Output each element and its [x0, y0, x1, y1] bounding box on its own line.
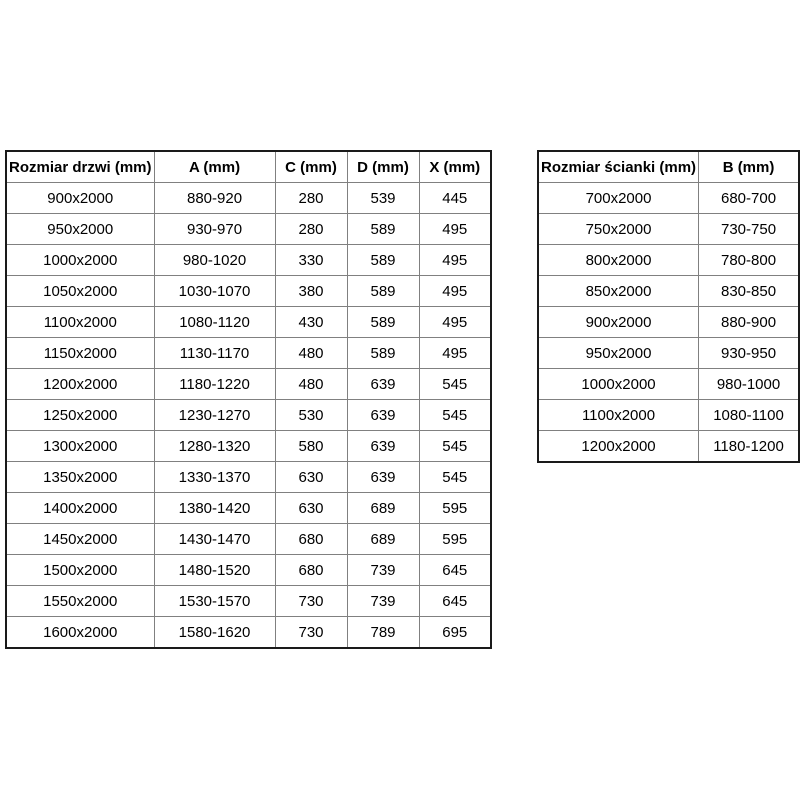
table-cell: 1200x2000: [538, 431, 699, 463]
table-cell: 750x2000: [538, 214, 699, 245]
table-cell: 1450x2000: [6, 524, 154, 555]
table-cell: 539: [347, 183, 419, 214]
table-cell: 700x2000: [538, 183, 699, 214]
table-row: [6, 400, 491, 431]
table-cell: 330: [275, 245, 347, 276]
wall-table-header-row: [538, 151, 799, 183]
table-cell: 930-970: [154, 214, 275, 245]
table-row: [538, 245, 799, 276]
table-cell: 1000x2000: [6, 245, 154, 276]
table-cell: 1280-1320: [154, 431, 275, 462]
table-cell: 595: [419, 493, 491, 524]
table-row: [538, 338, 799, 369]
table-cell: 589: [347, 245, 419, 276]
table-cell: 1150x2000: [6, 338, 154, 369]
table-row: [538, 307, 799, 338]
table-row: [6, 431, 491, 462]
table-cell: 495: [419, 338, 491, 369]
table-row: [6, 555, 491, 586]
table-cell: 1350x2000: [6, 462, 154, 493]
table-cell: 1230-1270: [154, 400, 275, 431]
table-cell: 800x2000: [538, 245, 699, 276]
table-cell: 495: [419, 214, 491, 245]
table-cell: 589: [347, 214, 419, 245]
table-cell: 900x2000: [538, 307, 699, 338]
table-cell: 639: [347, 462, 419, 493]
table-cell: 1130-1170: [154, 338, 275, 369]
table-cell: 930-950: [699, 338, 799, 369]
table-cell: 730: [275, 586, 347, 617]
table-cell: 1050x2000: [6, 276, 154, 307]
table-cell: 630: [275, 493, 347, 524]
table-cell: 1180-1200: [699, 431, 799, 463]
table-cell: 1430-1470: [154, 524, 275, 555]
door-size-table: [5, 150, 492, 649]
table-cell: 789: [347, 617, 419, 649]
table-cell: 1250x2000: [6, 400, 154, 431]
table-row: [6, 617, 491, 649]
table-cell: 680: [275, 555, 347, 586]
table-cell: 695: [419, 617, 491, 649]
table-cell: 639: [347, 400, 419, 431]
table-cell: 380: [275, 276, 347, 307]
table-cell: 739: [347, 555, 419, 586]
table-cell: 1080-1100: [699, 400, 799, 431]
table-cell: 639: [347, 431, 419, 462]
table-cell: 1000x2000: [538, 369, 699, 400]
table-row: [538, 431, 799, 463]
table-cell: 689: [347, 493, 419, 524]
table-cell: 1100x2000: [6, 307, 154, 338]
table-cell: 950x2000: [6, 214, 154, 245]
wall-size-table: [537, 150, 800, 463]
table-cell: 739: [347, 586, 419, 617]
door-table-header-row: [6, 151, 491, 183]
table-cell: 580: [275, 431, 347, 462]
table-cell: 530: [275, 400, 347, 431]
table-row: [6, 586, 491, 617]
table-cell: 1380-1420: [154, 493, 275, 524]
table-cell: 680-700: [699, 183, 799, 214]
table-row: [6, 462, 491, 493]
table-cell: 589: [347, 276, 419, 307]
table-cell: 1300x2000: [6, 431, 154, 462]
table-cell: 950x2000: [538, 338, 699, 369]
table-cell: 880-900: [699, 307, 799, 338]
table-cell: 495: [419, 245, 491, 276]
table-cell: 1330-1370: [154, 462, 275, 493]
table-cell: 545: [419, 369, 491, 400]
table-row: [6, 493, 491, 524]
table-row: [6, 183, 491, 214]
table-cell: 495: [419, 276, 491, 307]
table-cell: 850x2000: [538, 276, 699, 307]
table-cell: 980-1000: [699, 369, 799, 400]
table-cell: 1480-1520: [154, 555, 275, 586]
table-cell: 1180-1220: [154, 369, 275, 400]
table-row: [6, 276, 491, 307]
column-header: A (mm): [154, 151, 275, 183]
table-cell: 980-1020: [154, 245, 275, 276]
table-cell: 730: [275, 617, 347, 649]
table-cell: 830-850: [699, 276, 799, 307]
table-row: [6, 214, 491, 245]
table-cell: 1580-1620: [154, 617, 275, 649]
table-cell: 1600x2000: [6, 617, 154, 649]
table-cell: 595: [419, 524, 491, 555]
column-header: C (mm): [275, 151, 347, 183]
table-cell: 630: [275, 462, 347, 493]
table-row: [538, 276, 799, 307]
table-cell: 1400x2000: [6, 493, 154, 524]
table-cell: 880-920: [154, 183, 275, 214]
table-cell: 545: [419, 400, 491, 431]
table-cell: 680: [275, 524, 347, 555]
table-cell: 545: [419, 462, 491, 493]
table-cell: 1530-1570: [154, 586, 275, 617]
table-cell: 689: [347, 524, 419, 555]
table-cell: 480: [275, 338, 347, 369]
table-cell: 730-750: [699, 214, 799, 245]
table-cell: 589: [347, 307, 419, 338]
column-header: X (mm): [419, 151, 491, 183]
table-cell: 639: [347, 369, 419, 400]
table-cell: 280: [275, 183, 347, 214]
table-row: [6, 245, 491, 276]
table-cell: 445: [419, 183, 491, 214]
table-cell: 1200x2000: [6, 369, 154, 400]
table-row: [538, 400, 799, 431]
table-cell: 589: [347, 338, 419, 369]
column-header: D (mm): [347, 151, 419, 183]
column-header: B (mm): [699, 151, 799, 183]
table-cell: 480: [275, 369, 347, 400]
table-cell: 645: [419, 586, 491, 617]
table-cell: 645: [419, 555, 491, 586]
table-row: [6, 369, 491, 400]
table-row: [6, 307, 491, 338]
table-cell: 430: [275, 307, 347, 338]
column-header: Rozmiar drzwi (mm): [6, 151, 154, 183]
table-cell: 1030-1070: [154, 276, 275, 307]
table-row: [6, 338, 491, 369]
table-cell: 495: [419, 307, 491, 338]
table-cell: 1080-1120: [154, 307, 275, 338]
table-cell: 900x2000: [6, 183, 154, 214]
table-row: [538, 183, 799, 214]
column-header: Rozmiar ścianki (mm): [538, 151, 699, 183]
table-row: [538, 369, 799, 400]
table-cell: 545: [419, 431, 491, 462]
table-cell: 280: [275, 214, 347, 245]
table-cell: 1100x2000: [538, 400, 699, 431]
table-row: [538, 214, 799, 245]
table-cell: 1500x2000: [6, 555, 154, 586]
table-cell: 780-800: [699, 245, 799, 276]
table-cell: 1550x2000: [6, 586, 154, 617]
table-row: [6, 524, 491, 555]
